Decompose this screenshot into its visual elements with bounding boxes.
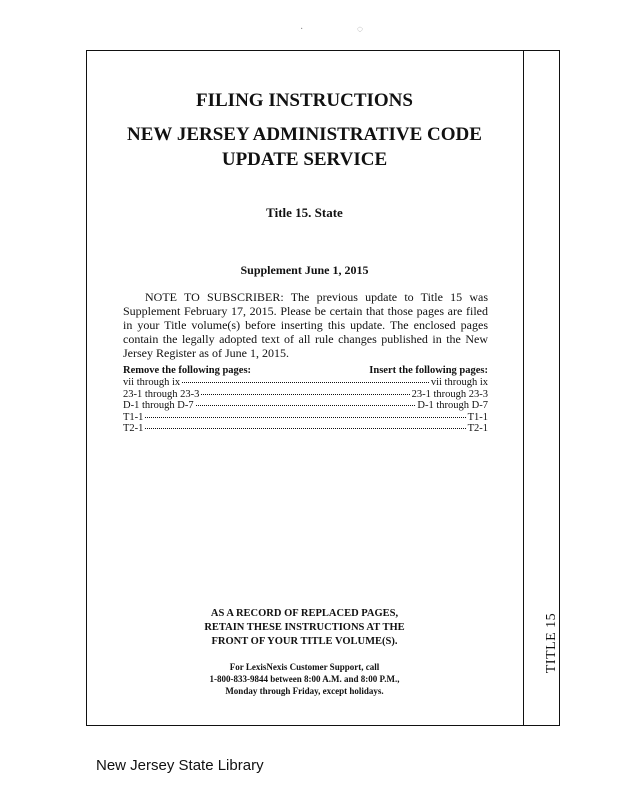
insert-pages: T2-1 — [467, 423, 488, 434]
scan-speck: · — [300, 24, 304, 35]
support-line-3: Monday through Friday, except holidays. — [225, 686, 384, 696]
leader-dots — [145, 428, 465, 429]
supplement-heading: Supplement June 1, 2015 — [240, 263, 369, 277]
tab-divider — [523, 50, 524, 726]
table-row — [123, 423, 488, 435]
leader-dots — [182, 382, 429, 383]
njac-heading: NEW JERSEY ADMINISTRATIVE CODE — [127, 124, 482, 145]
table-row — [123, 389, 488, 401]
insert-pages: 23-1 through 23-3 — [411, 388, 488, 400]
remove-pages: vii through ix — [123, 377, 181, 388]
insert-pages: vii through ix — [430, 377, 488, 388]
scan-speck: ◌ — [357, 24, 363, 35]
table-row — [123, 377, 488, 389]
support-line-2: 1-800-833-9844 between 8:00 A.M. and 8:00 P.M., — [209, 674, 400, 684]
remove-header: Remove the following pages: — [123, 365, 252, 376]
table-row — [123, 400, 488, 412]
title-tab-label: TITLE 15 — [544, 612, 559, 674]
remove-pages: T1-1 — [123, 411, 144, 423]
record-line-3: FRONT OF YOUR TITLE VOLUME(S). — [211, 636, 398, 647]
remove-pages: T2-1 — [123, 423, 144, 434]
pages-table — [123, 365, 488, 435]
table-row — [123, 412, 488, 424]
insert-header: Insert the following pages: — [369, 365, 488, 376]
filing-instructions-heading: FILING INSTRUCTIONS — [196, 90, 413, 111]
remove-pages: 23-1 through 23-3 — [123, 388, 200, 400]
insert-pages: D-1 through D-7 — [417, 400, 488, 411]
title-heading: Title 15. State — [266, 205, 343, 220]
update-service-heading: UPDATE SERVICE — [221, 149, 388, 170]
leader-dots — [196, 405, 416, 406]
support-line-1: For LexisNexis Customer Support, call — [229, 662, 380, 672]
remove-pages: D-1 through D-7 — [123, 400, 194, 411]
leader-dots — [145, 417, 465, 418]
record-notice — [86, 607, 523, 649]
customer-support-notice — [86, 661, 523, 697]
note-to-subscriber: NOTE TO SUBSCRIBER: The previous update to Title 15 was Supplement February 17, 2015. Please be certain that those pages are filed in your Title volume(s) before inserting this update. The enclosed pages contain the legally adopted text of all rule changes published in the New Jersey Register as of June 1, 2015. — [123, 290, 488, 360]
pages-table-header — [123, 365, 488, 376]
title-tab — [541, 608, 563, 678]
record-line-2: RETAIN THESE INSTRUCTIONS AT THE — [204, 622, 405, 633]
insert-pages: T1-1 — [467, 411, 488, 423]
record-line-1: AS A RECORD OF REPLACED PAGES, — [210, 608, 399, 619]
leader-dots — [201, 394, 409, 395]
library-footer: New Jersey State Library — [96, 757, 264, 774]
